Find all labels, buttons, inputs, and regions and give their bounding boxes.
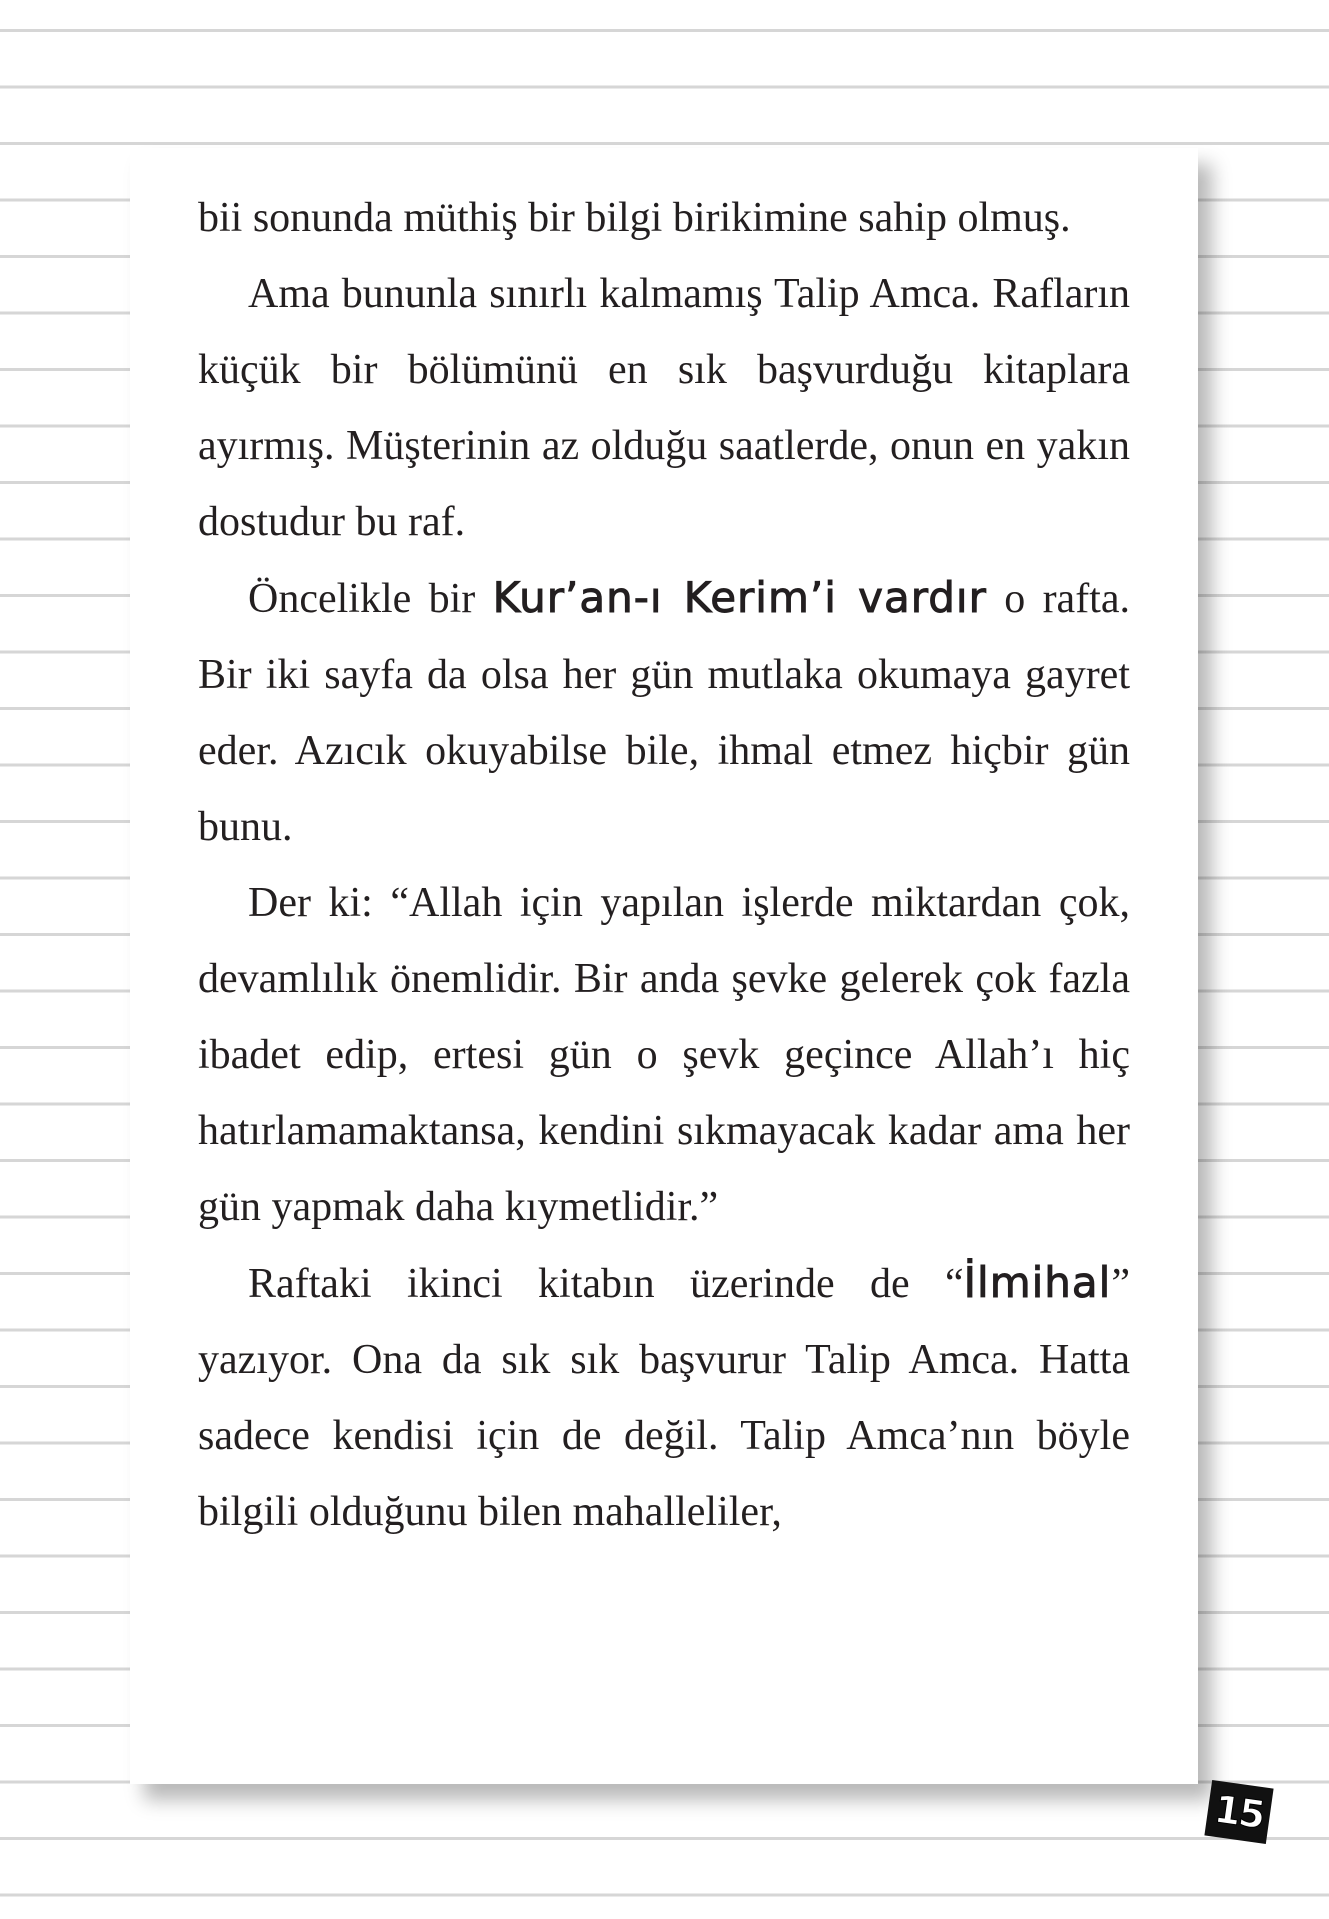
paragraph-3 xyxy=(198,560,1130,865)
highlight-ilmihal: İlmihal xyxy=(963,1258,1112,1307)
paragraph-1: bii sonunda müthiş bir bilgi birikimine sahip olmuş. xyxy=(198,195,1071,241)
page-number: 15 xyxy=(1204,1780,1273,1844)
highlight-kuran: Kur’an-ı Kerim’i vardır xyxy=(492,573,987,622)
paragraph-4: Der ki: “Allah için yapılan işlerde miktardan çok, devamlılık önemlidir. Bir anda şevke gelerek çok fazla ibadet edip, ertesi gün o şevk geçince Allah’ı hiç hatırlamamaktansa, kendini sıkmayacak kadar ama her gün yapmak daha kıymetlidir.” xyxy=(198,880,1130,1230)
paragraph-5-lead: Raftaki ikinci kitabın üzerinde de “ xyxy=(248,1261,964,1307)
body-text xyxy=(198,180,1130,1550)
paragraph-3-lead: Öncelikle bir xyxy=(248,576,493,622)
paragraph-5 xyxy=(198,1245,1130,1550)
paragraph-5-rest: ” yazıyor. Ona da sık sık başvurur Talip Amca. Hatta sadece kendisi için de değil. Talip Amca’nın böyle bilgili olduğunu bilen mahalleliler, xyxy=(198,1261,1130,1535)
paragraph-3-rest: o rafta. Bir iki sayfa da olsa her gün mutlaka okumaya gayret eder. Azıcık okuyabilse bile, ihmal etmez hiçbir gün bunu. xyxy=(198,576,1130,850)
paragraph-2: Ama bununla sınırlı kalmamış Talip Amca. Rafların küçük bir bölümünü en sık başvurduğu kitaplara ayırmış. Müşterinin az olduğu saatlerde, onun en yakın dostudur bu raf. xyxy=(198,271,1130,545)
